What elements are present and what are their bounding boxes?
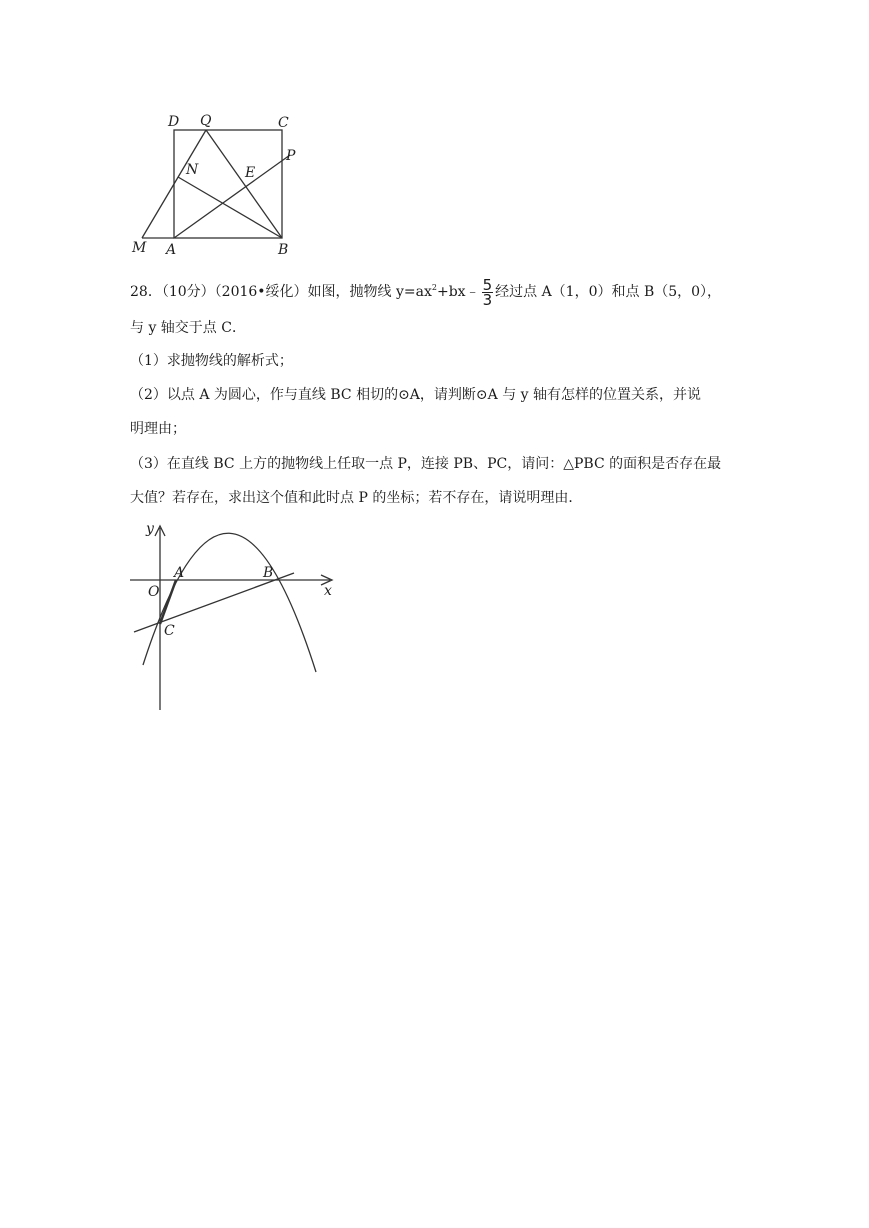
square-diagram [130,110,300,260]
label-e: E [245,165,256,181]
subquestion-2-line1: （2）以点 A 为圆心，作与直线 BC 相切的⊙A，请判断⊙A 与 y 轴有怎样的位置关系，并说 [130,387,702,403]
question-score: （10分） [161,284,215,300]
label-c: C [278,115,289,131]
line-bc [134,573,294,632]
question-stem-line1 [130,277,721,307]
stem-part3: 经过点 A（1，0）和点 B（5，0）， [495,284,722,300]
subquestion-1: （1）求抛物线的解析式； [130,353,293,369]
segment-qb [206,130,282,238]
fraction [482,275,494,309]
label-b: B [263,565,274,581]
label-d: D [168,114,180,130]
label-a: A [166,242,177,258]
label-y: y [146,521,154,537]
question-number: 28． [130,284,162,300]
subquestion-3-line2: 大值？若存在，求出这个值和此时点 P 的坐标；若不存在，请说明理由． [130,490,583,506]
label-p: P [286,148,296,164]
parabola-diagram [128,518,338,713]
label-x: x [324,583,332,599]
subquestion-3-line1: （3）在直线 BC 上方的抛物线上任取一点 P，连接 PB、PC，请问：△PBC 的面积是否存在最 [130,456,722,472]
question-stem-line2: 与 y 轴交于点 C． [130,320,246,336]
question-source: （2016•绥化） [214,284,308,300]
subquestion-2-line2: 明理由； [130,421,186,437]
fraction-numerator: 5 [482,275,493,294]
label-m: M [132,240,147,256]
fraction-denominator: 3 [482,290,493,309]
square-figure [130,110,300,260]
segment-nb [178,177,282,238]
label-o: O [148,584,160,600]
label-q: Q [200,113,212,129]
label-c: C [164,623,175,639]
parabola-figure [128,518,338,713]
label-b: B [278,242,289,258]
stem-part2: +bx﹣ [436,284,480,300]
stem-part1: 如图，抛物线 y=ax [307,284,432,300]
label-n: N [186,162,199,178]
label-a: A [174,565,185,581]
exponent: 2 [431,283,437,292]
